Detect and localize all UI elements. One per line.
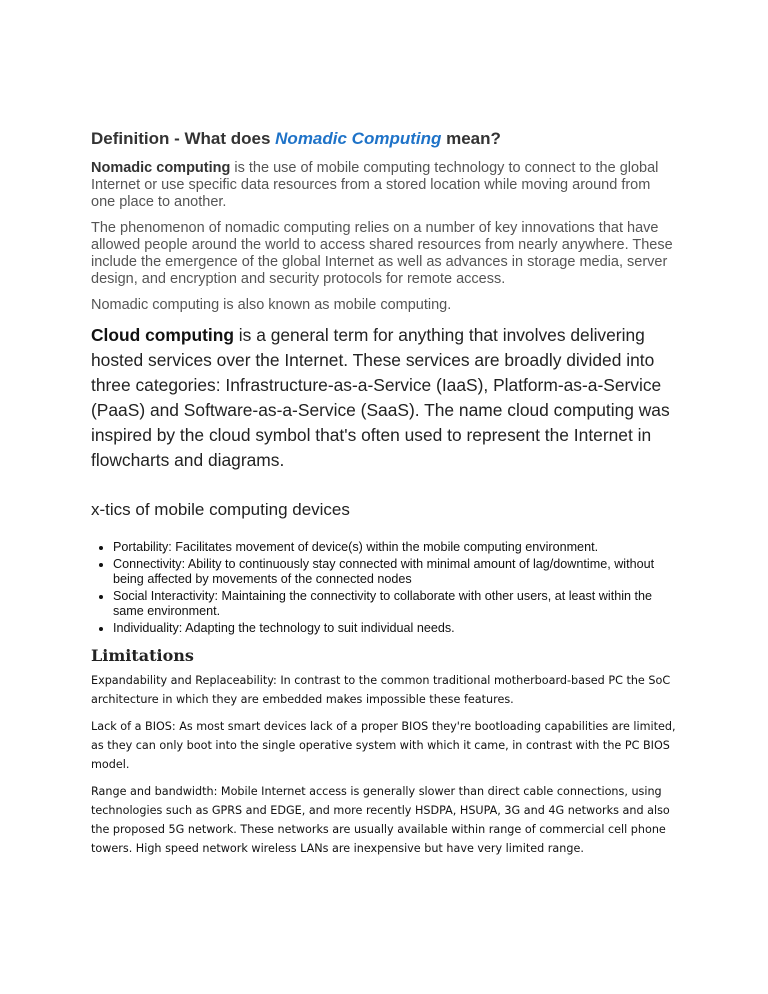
- paragraph-2-text: The phenomenon of nomadic computing relies on a number of key innovations that have allowed people around the world to access shared resources from nearly anywhere. These include the emergence of the global Internet as well as advances in storage media, server design, and encryption and security protocols for remote access.: [91, 220, 673, 287]
- definition-term-link[interactable]: Nomadic Computing: [275, 129, 442, 148]
- cloud-text: is a general term for anything that involves delivering hosted services over the Internet. These services are broadly divided into three categories: Infrastructure-as-a-Service (IaaS), Platform-as-a-Service (PaaS) and Software-as-a-Service (SaaS). The name cloud computing was inspired by the cloud symbol that's often used to represent the Internet in flowcharts and diagrams.: [91, 325, 670, 470]
- list-item: • Portability: Facilitates movement of device(s) within the mobile computing environment.: [113, 540, 676, 556]
- definition-prefix: Definition - What does: [91, 129, 276, 148]
- limitation-paragraph: Range and bandwidth: Mobile Internet access is generally slower than direct cable connections, using technologies such as GPRS and EDGE, and more recently HSDPA, HSUPA, 3G and 4G networks and also the proposed 5G network. These networks are usually available within range of commercial cell phone towers. High speed network wireless LANs are inexpensive but have very limited range.: [91, 785, 670, 855]
- features-list: [91, 540, 676, 636]
- document-page: [91, 128, 676, 866]
- paragraph-1-text: is the use of mobile computing technology to connect to the global Internet or use specific data resources from a stored location while moving around from one place to another.: [91, 160, 659, 210]
- limitations-heading: Limitations: [91, 646, 194, 665]
- list-item: • Individuality: Adapting the technology to suit individual needs.: [113, 621, 676, 637]
- paragraph-1-lead: Nomadic computing: [91, 160, 231, 176]
- xtics-heading: x-tics of mobile computing devices: [91, 500, 350, 519]
- definition-paragraph-2: [91, 220, 676, 288]
- definition-paragraph-1: [91, 160, 676, 211]
- definition-suffix: mean?: [441, 129, 501, 148]
- limitation-paragraph: Expandability and Replaceability: In contrast to the common traditional motherboard-based PC the SoC architecture in which they are embedded makes impossible these features.: [91, 674, 671, 706]
- limitation-paragraph: Lack of a BIOS: As most smart devices lack of a proper BIOS they're bootloading capabilities are limited, as they can only boot into the single operative system with which it came, in contrast with the PC BIOS model.: [91, 720, 676, 771]
- list-item: • Social Interactivity: Maintaining the connectivity to collaborate with other users, at least within the same environment.: [113, 589, 676, 620]
- cloud-computing-paragraph: [91, 323, 676, 473]
- definition-paragraph-3: [91, 297, 676, 314]
- cloud-lead: Cloud computing: [91, 325, 234, 345]
- paragraph-3-text: Nomadic computing is also known as mobile computing.: [91, 297, 452, 313]
- definition-heading: [91, 128, 676, 150]
- list-item: • Connectivity: Ability to continuously stay connected with minimal amount of lag/downtime, without being affected by movements of the connected nodes: [113, 557, 676, 588]
